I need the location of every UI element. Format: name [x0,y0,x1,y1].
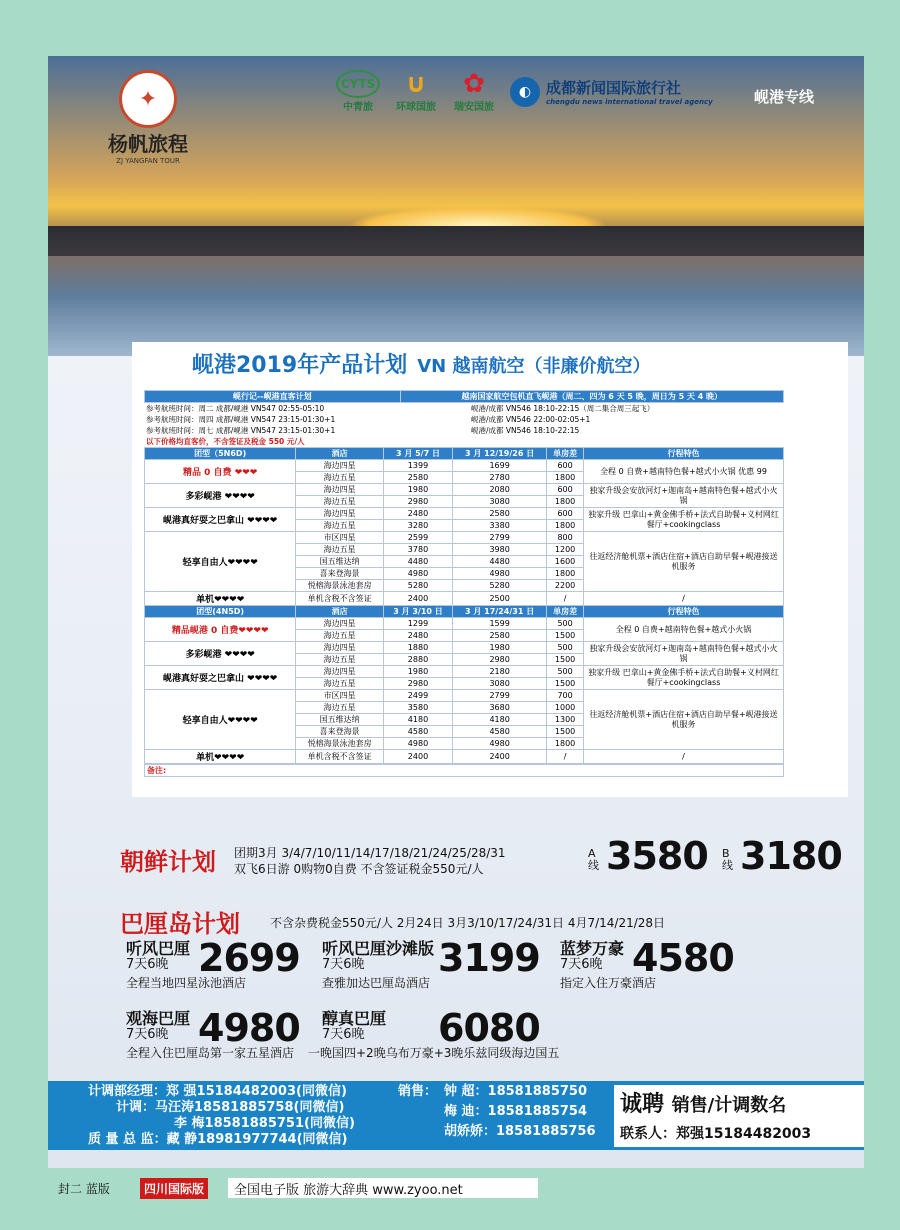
hotel-cell: 海边五星 [296,472,384,484]
price-cell: 700 [547,690,584,702]
price-cell: 2180 [453,666,547,678]
hotel-cell: 海边五星 [296,654,384,666]
edition-bar [0,1174,900,1204]
price-cell: 600 [547,508,584,520]
hotel-cell: 市区四星 [296,690,384,702]
hotel-cell: 海边五星 [296,496,384,508]
remark: 备注: [145,765,784,777]
price-cell: 2400 [383,750,452,764]
price-cell: 600 [547,484,584,496]
hotel-cell: 国五维达纳 [296,714,384,726]
price-cell: 2980 [453,654,547,666]
korea-dates: 团期3月 3/4/7/10/11/14/17/18/21/24/25/28/31 [234,846,506,860]
dedicated-line-label: 岘港专线 [754,88,815,106]
price-cell: 1980 [453,642,547,654]
bali-title: 巴厘岛计划 [120,910,240,938]
price-cell: 1800 [547,520,584,532]
bali-item: 听风巴厘沙滩版 7天6晚 3199 查雅加达巴厘岛酒店 [322,936,540,990]
column-header: 酒店 [296,606,384,618]
price-cell: 3580 [383,702,452,714]
contact-line: 计调部经理：郑 强15184482003(同微信) [88,1084,347,1099]
price-cell: 4180 [453,714,547,726]
table-row [145,592,784,606]
column-header: 行程特色 [584,606,784,618]
price-cell: 2580 [453,630,547,642]
package-name: 轻享自由人❤❤❤❤ [145,690,296,750]
sales-line: 钟 超：18581885750 [444,1084,588,1099]
price-cell: 1699 [453,460,547,472]
price-cell: 2599 [383,532,452,544]
brand-sub: ZJ YANGFAN TOUR [116,157,180,165]
group-header-row [145,448,784,460]
price-cell: 2880 [383,654,452,666]
price-table: 岘行记--岘港直客计划 越南国家航空包机直飞岘港（周二、四为 6 天 5 晚，周日为 5 天 4 晚） 参考航班时间：周二 成都/岘港 VN547 02:55-05:10 岘港/成都 VN546 18:10-22:15（周二集合周三起飞） 参考航班时间：周四 成都/岘港 VN547 23:15-01:30+1 岘港/成都 VN546 22:00-02:05+1 参考航班时间：周七 成都/岘港 VN547 23:15-01:30+1 岘港/成都 VN546 18:10-22:15 以下价格均直客价，不含签证及税金 550 元/人 团型（5N6D) 酒店 3 月 5/7 日 3 月 12/19/26 日 单房差 行程特色 精品 0 自费 ❤❤❤ 海边四星 1399 1699 600 全程 0 自费+越南特色餐+越式小火锅 优惠 99 海边五星 2580 2780 1800 多彩岘港 ❤❤❤❤ 海边四星 1980 2080 600 独家升级会安放河灯+迦南岛+越南特色餐+越式小火锅 海边五星 2980 3080 1800 岘港真好耍之巴拿山 ❤❤❤❤ 海边四星 2480 2580 600 独家升级 巴拿山+黄金佛手桥+法式自助餐+义村网红餐厅+cookingclass 海边五星 3280 3380 1800 轻享自由人❤❤❤❤ 市区四星 2599 2799 800 往返经济舱机票+酒店住宿+酒店自助早餐+岘港接送机服务 海边五星 3780 3980 1200 国五维达纳 4480 4480 1600 喜来登海景 4980 4980 1800 悦榕海景泳池套房 5280 5280 2200 单机❤❤❤❤ 单机含税不含签证 2400 2500 / / 团型(4N5D) 酒店 3 月 3/10 日 3 月 17/24/31 日 单房差 行程特色 精品岘港 0 自费❤❤❤❤ 海边四星 1299 1599 500 全程 0 自费+越南特色餐+越式小火锅 海边五星 2480 2580 1500 多彩岘港 ❤❤❤❤ 海边四星 1880 1980 500 独家升级会安放河灯+迦南岛+越南特色餐+越式小火锅 海边五星 2880 2980 1500 岘港真好耍之巴拿山 ❤❤❤❤ 海边四星 1980 2180 500 独家升级 巴拿山+黄金佛手桥+法式自助餐+义村网红餐厅+cookingclass 海边五星 2980 3080 1500 轻享自由人❤❤❤❤ 市区四星 2499 2799 700 往返经济舱机票+酒店住宿+酒店自助早餐+岘港接送机服务 海边五星 3580 3680 1000 国五维达纳 4180 4180 1300 喜来登海景 4580 4580 1500 悦榕海景泳池套房 4980 4980 1800 单机❤❤❤❤ 单机含税不含签证 2400 2400 / / 备注: [144,390,784,777]
bali-item: 听风巴厘 7天6晚 2699 全程当地四星泳池酒店 [126,936,300,990]
table-row [145,532,784,544]
partner-ruian: ✿ 瑞安国旅 [454,69,494,113]
price-cell: 1800 [547,568,584,580]
price-cell: 2799 [453,532,547,544]
column-header: 3 月 5/7 日 [383,448,452,460]
package-feature: / [584,592,784,606]
price-cell: / [547,592,584,606]
table-row [145,508,784,520]
package-name: 岘港真好耍之巴拿山 ❤❤❤❤ [145,666,296,690]
package-name: 单机❤❤❤❤ [145,592,296,606]
brand-logo [98,70,198,165]
contact-line: 计调：马汪涛18581885758(同微信) [116,1100,345,1115]
price-cell: 4980 [383,738,452,750]
hotel-cell: 海边四星 [296,666,384,678]
price-cell: 500 [547,642,584,654]
price-cell: 1980 [383,666,452,678]
package-feature: 全程 0 自费+越南特色餐+越式小火锅 优惠 99 [584,460,784,484]
price-cell: 2980 [383,678,452,690]
price-cell: 1599 [453,618,547,630]
column-header: 3 月 3/10 日 [383,606,452,618]
price-cell: 3280 [383,520,452,532]
price-cell: 1800 [547,496,584,508]
product-plan-card [132,342,848,797]
price-cell: 2200 [547,580,584,592]
price-cell: 1800 [547,472,584,484]
price-cell: 1500 [547,654,584,666]
korea-b-label: B线 [722,847,733,872]
contact-footer [48,1081,864,1150]
price-cell: 4480 [453,556,547,568]
price-cell: 2400 [453,750,547,764]
price-cell: 2499 [383,690,452,702]
price-cell: 1500 [547,726,584,738]
price-note: 以下价格均直客价，不含签证及税金 550 元/人 [146,437,305,446]
hotel-cell: 海边四星 [296,642,384,654]
contact-line: 质 量 总 监：藏 静18981977744(同微信) [88,1132,348,1147]
price-cell: 3080 [453,496,547,508]
price-cell: 5280 [383,580,452,592]
price-cell: 5280 [453,580,547,592]
page [48,56,864,1168]
bali-item: 蓝梦万豪 7天6晚 4580 指定入住万豪酒店 [560,936,734,990]
price-cell: 1500 [547,630,584,642]
price-cell: 4480 [383,556,452,568]
column-header: 3 月 17/24/31 日 [453,606,547,618]
table-row [145,484,784,496]
hotel-cell: 单机含税不含签证 [296,750,384,764]
section-label: 封二 蓝版 [58,1182,110,1196]
price-cell: 2580 [453,508,547,520]
price-cell: 800 [547,532,584,544]
recruit-contact: 联系人：郑强15184482003 [620,1126,812,1142]
package-name: 多彩岘港 ❤❤❤❤ [145,484,296,508]
price-cell: 1880 [383,642,452,654]
hotel-cell: 海边五星 [296,544,384,556]
hotel-cell: 国五维达纳 [296,556,384,568]
price-cell: 1500 [547,678,584,690]
table-row [145,618,784,630]
price-cell: 4580 [453,726,547,738]
sales-line: 梅 迪：18581885754 [444,1104,588,1119]
korea-b-price: 3180 [740,834,842,878]
huanqiu-logo-icon: ∪ [405,69,427,99]
package-name: 精品岘港 0 自费❤❤❤❤ [145,618,296,642]
price-cell: 4180 [383,714,452,726]
price-cell: 1300 [547,714,584,726]
edition-label: 四川国际版 [140,1178,208,1199]
hotel-cell: 喜来登海景 [296,568,384,580]
price-cell: 3680 [453,702,547,714]
package-feature: 独家升级 巴拿山+黄金佛手桥+法式自助餐+义村网红餐厅+cookingclass [584,508,784,532]
hotel-cell: 海边四星 [296,460,384,472]
price-cell: 2780 [453,472,547,484]
bali-item: 观海巴厘 7天6晚 4980 全程入住巴厘岛第一家五星酒店 [126,1006,300,1060]
partner-cyts: CYTS 中青旅 [336,70,380,113]
recruit-box: 诚聘 销售/计调数名 联系人：郑强15184482003 [614,1085,864,1147]
hotel-cell: 海边四星 [296,508,384,520]
package-feature: 独家升级 巴拿山+黄金佛手桥+法式自助餐+义村网红餐厅+cookingclass [584,666,784,690]
contact-line: 李 梅18581885751(同微信) [174,1116,355,1131]
hotel-cell: 海边四星 [296,618,384,630]
hotel-cell: 海边五星 [296,630,384,642]
price-cell: 1299 [383,618,452,630]
package-name: 轻享自由人❤❤❤❤ [145,532,296,592]
price-cell: 1200 [547,544,584,556]
partner-cdnews: ◐ 成都新闻国际旅行社 chengdu news international travel agency [510,77,713,107]
price-cell: 2400 [383,592,452,606]
price-cell: 4580 [383,726,452,738]
partner-logos [336,70,713,113]
package-feature: 全程 0 自费+越南特色餐+越式小火锅 [584,618,784,642]
brand-emblem-icon: ✦ [119,70,177,128]
package-name: 多彩岘港 ❤❤❤❤ [145,642,296,666]
price-cell: 1399 [383,460,452,472]
price-cell: 600 [547,460,584,472]
price-cell: 1000 [547,702,584,714]
cdnews-logo-icon: ◐ [510,77,540,107]
hotel-cell: 海边四星 [296,484,384,496]
package-feature: 独家升级会安放河灯+迦南岛+越南特色餐+越式小火锅 [584,484,784,508]
flight-info: 参考航班时间：周二 成都/岘港 VN547 02:55-05:10 岘港/成都 VN546 18:10-22:15（周二集合周三起飞） 参考航班时间：周四 成都/岘港 VN547 23:15-01:30+1 岘港/成都 VN546 22:00-02:05+1 参考航班时间：周七 成都/岘港 VN547 23:15-01:30+1 岘港/成都 VN546 18:10-22:15 以下价格均直客价，不含签证及税金 550 元/人 [144,403,784,447]
brand-name: 杨帆旅程 [108,132,188,156]
price-cell: 2799 [453,690,547,702]
column-header: 单房差 [547,606,584,618]
package-name: 精品 0 自费 ❤❤❤ [145,460,296,484]
korea-desc: 双飞6日游 0购物0自费 不含签证税金550元/人 [234,862,484,876]
partner-huanqiu: ∪ 环球国旅 [396,69,436,113]
plan-title: 岘港2019年产品计划 VN 越南航空（非廉价航空） [192,353,651,378]
hotel-cell: 海边五星 [296,520,384,532]
hotel-cell: 单机含税不含签证 [296,592,384,606]
price-cell: 2480 [383,508,452,520]
bali-item: 醇真巴厘 7天6晚 6080 一晚国四+2晚乌布万豪+3晚乐兹同级海边国五 [308,1006,560,1060]
column-header: 酒店 [296,448,384,460]
package-name: 单机❤❤❤❤ [145,750,296,764]
table-row [145,642,784,654]
price-cell: 2080 [453,484,547,496]
hotel-cell: 海边五星 [296,702,384,714]
price-cell: 3780 [383,544,452,556]
group-header-row [145,606,784,618]
package-feature: / [584,750,784,764]
package-name: 岘港真好耍之巴拿山 ❤❤❤❤ [145,508,296,532]
column-header: 行程特色 [584,448,784,460]
package-feature: 往返经济舱机票+酒店住宿+酒店自助早餐+岘港接送机服务 [584,690,784,750]
hotel-cell: 悦榕海景泳池套房 [296,738,384,750]
ruian-logo-icon: ✿ [463,69,485,99]
cyts-logo-icon: CYTS [336,70,380,98]
price-cell: 2580 [383,472,452,484]
price-cell: 2480 [383,630,452,642]
package-feature: 独家升级会安放河灯+迦南岛+越南特色餐+越式小火锅 [584,642,784,666]
site-label[interactable]: 全国电子版 旅游大辞典 www.zyoo.net [228,1178,538,1198]
price-cell: 3380 [453,520,547,532]
hotel-cell: 海边五星 [296,678,384,690]
group-price-table [144,447,784,764]
price-cell: 500 [547,666,584,678]
hotel-cell: 喜来登海景 [296,726,384,738]
price-cell: 500 [547,618,584,630]
price-cell: 4980 [453,568,547,580]
korea-title: 朝鲜计划 [120,848,216,876]
sales-label: 销售： [398,1084,438,1099]
shoreline [48,226,864,256]
table-row [145,666,784,678]
price-cell: 4980 [453,738,547,750]
sales-line: 胡娇娇：18581885756 [444,1124,596,1139]
table-row [145,460,784,472]
bali-note: 不含杂费税金550元/人 2月24日 3月3/10/17/24/31日 4月7/14/21/28日 [270,916,666,930]
price-cell: 3080 [453,678,547,690]
price-cell: 1800 [547,738,584,750]
column-header: 团型(4N5D) [145,606,296,618]
hotel-cell: 悦榕海景泳池套房 [296,580,384,592]
column-header: 团型（5N6D) [145,448,296,460]
price-cell: 1600 [547,556,584,568]
table-row [145,690,784,702]
korea-a-price: 3580 [606,834,708,878]
korea-a-label: A线 [588,847,599,872]
hotel-cell: 市区四星 [296,532,384,544]
price-cell: 2500 [453,592,547,606]
table-row [145,750,784,764]
column-header: 3 月 12/19/26 日 [453,448,547,460]
price-cell: 4980 [383,568,452,580]
price-cell: 2980 [383,496,452,508]
column-header: 单房差 [547,448,584,460]
price-cell: / [547,750,584,764]
price-cell: 1980 [383,484,452,496]
price-cell: 3980 [453,544,547,556]
package-feature: 往返经济舱机票+酒店住宿+酒店自助早餐+岘港接送机服务 [584,532,784,592]
